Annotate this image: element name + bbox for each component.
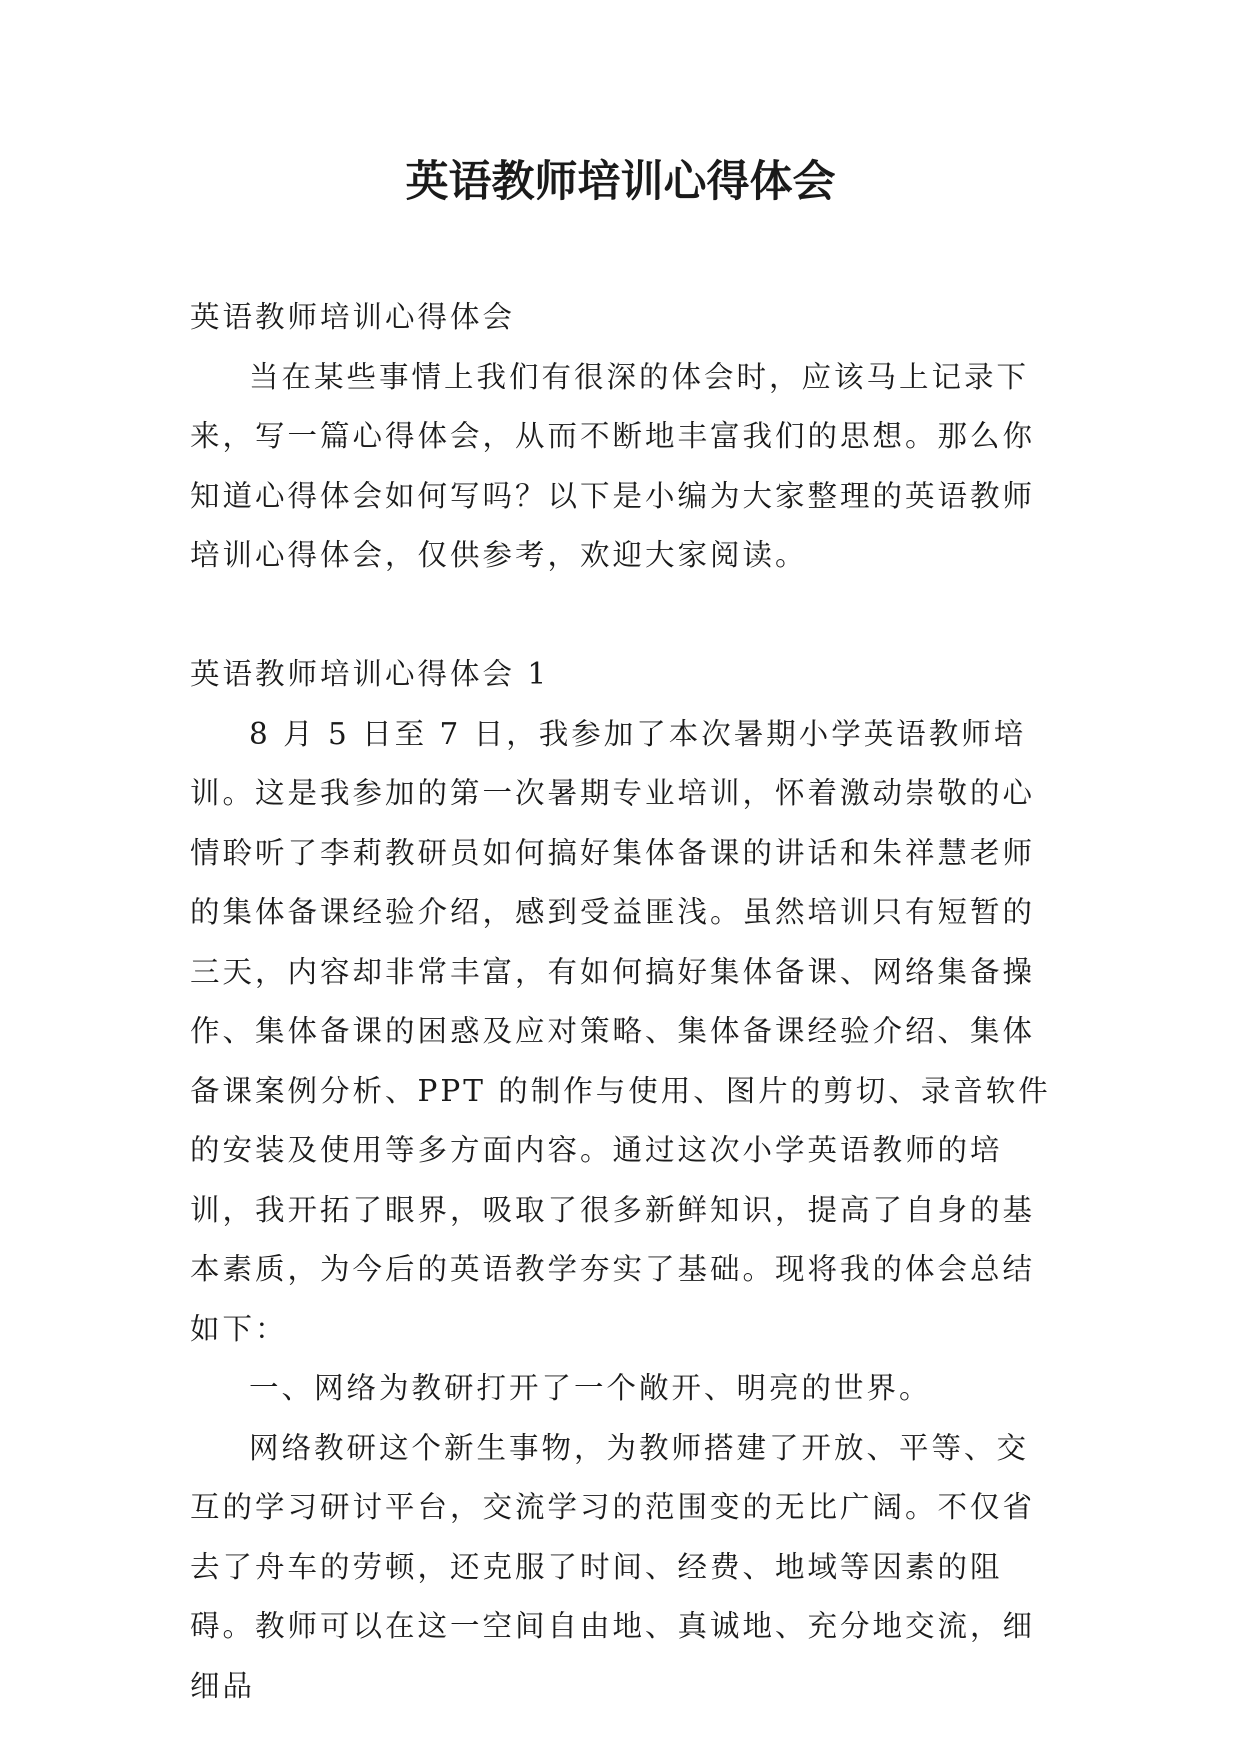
section-paragraph: 网络教研这个新生事物，为教师搭建了开放、平等、交互的学习研讨平台，交流学习的范围变的无比广阔。不仅省去了舟车的劳顿，还克服了时间、经费、地域等因素的阻碍。教师可以在这一空间自由地、真诚地、充分地交流，细细品 [190, 1430, 1036, 1703]
section-heading: 英语教师培训心得体会 1 [190, 657, 550, 691]
document-title: 英语教师培训心得体会 [405, 157, 836, 207]
section-point: 一、网络为教研打开了一个敞开、明亮的世界。 [249, 1371, 932, 1405]
intro-paragraph: 当在某些事情上我们有很深的体会时，应该马上记录下来，写一篇心得体会，从而不断地丰富我们的思想。那么你知道心得体会如何写吗？以下是小编为大家整理的英语教师培训心得体会，仅供参考，欢迎大家阅读。 [190, 359, 1036, 572]
section-paragraph: 8 月 5 日至 7 日，我参加了本次暑期小学英语教师培训。这是我参加的第一次暑期专业培训，怀着激动崇敬的心情聆听了李莉教研员如何搞好集体备课的讲话和朱祥慧老师的集体备课经验介绍，感到受益匪浅。虽然培训只有短暂的三天，内容却非常丰富，有如何搞好集体备课、网络集备操作、集体备课的困惑及应对策略、集体备课经验介绍、集体备课案例分析、PPT 的制作与使用、图片的剪切、录音软件的安装及使用等多方面内容。通过这次小学英语教师的培训，我开拓了眼界，吸取了很多新鲜知识，提高了自身的基本素质，为今后的英语教学夯实了基础。现将我的体会总结如下： [190, 716, 1051, 1346]
paragraph-spacer [190, 586, 1060, 646]
document-body [190, 288, 1060, 1716]
subtitle: 英语教师培训心得体会 [190, 300, 516, 334]
